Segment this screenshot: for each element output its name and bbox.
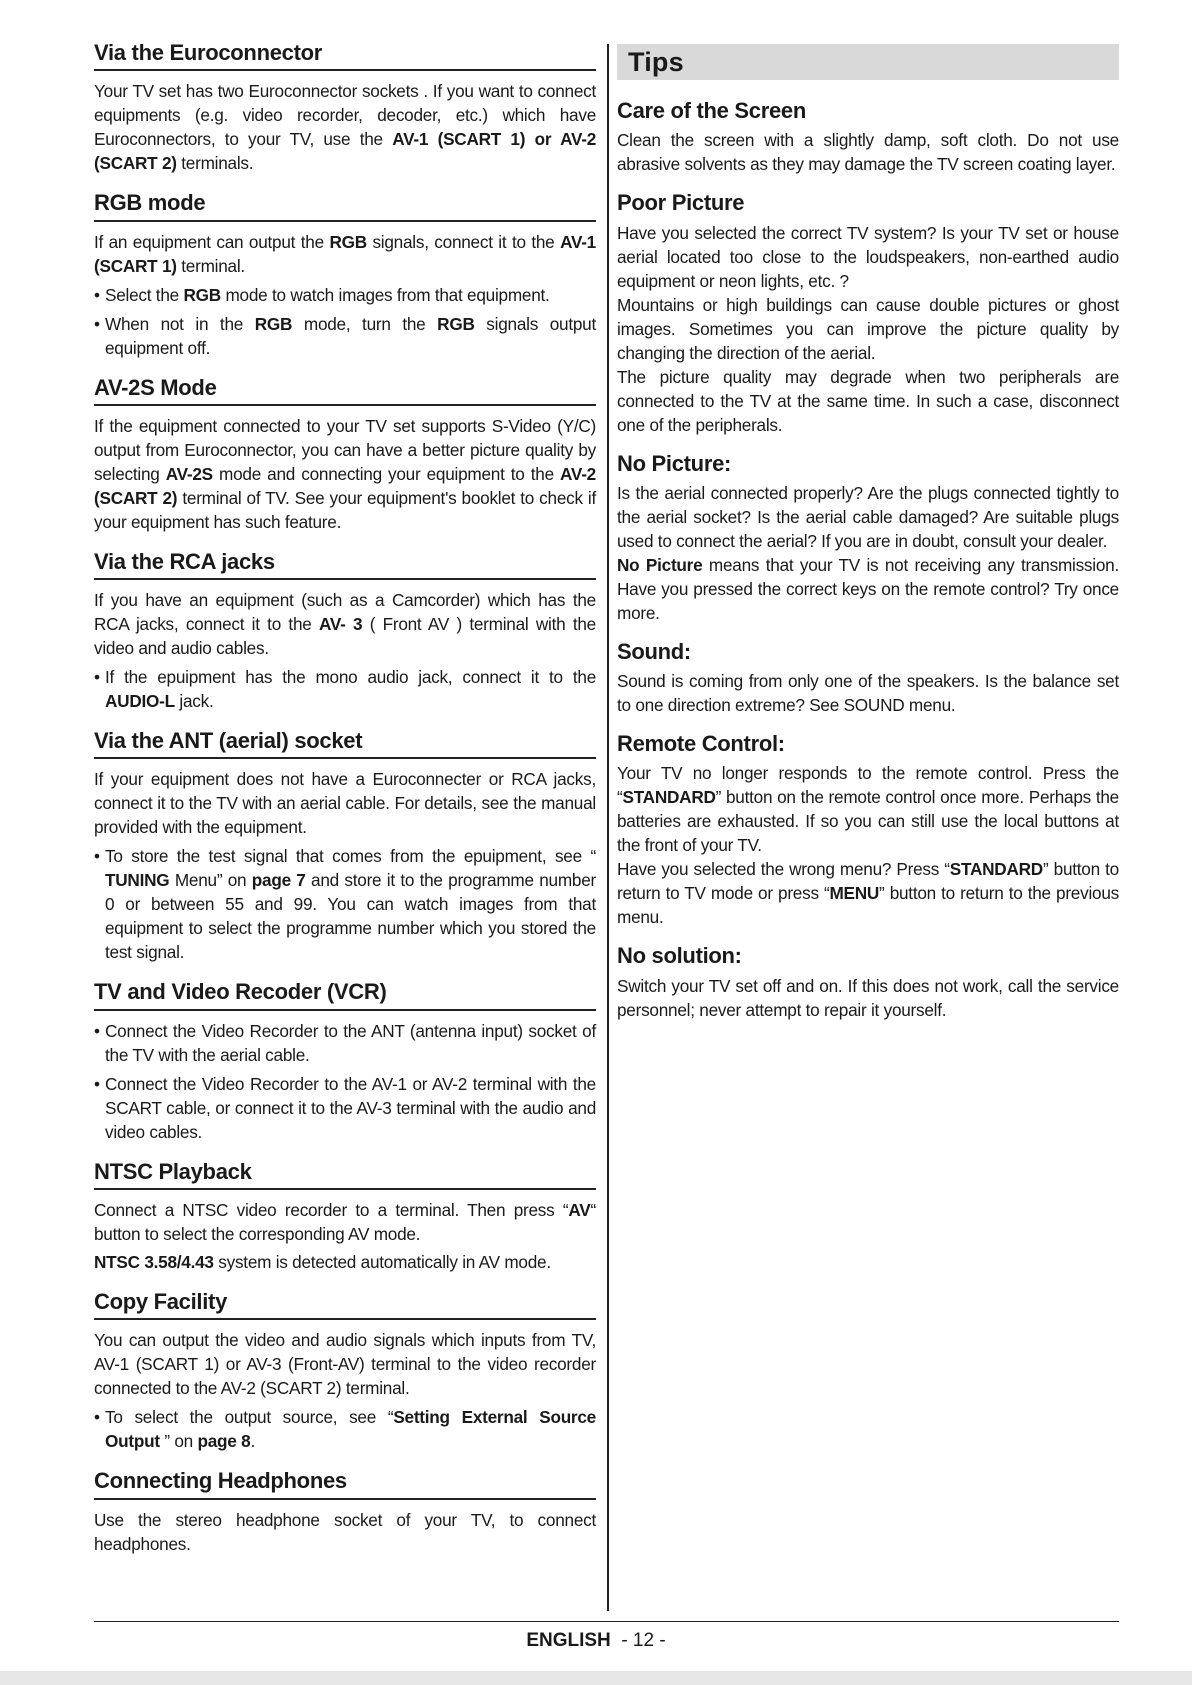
bullet-item: • Connect the Video Recorder to the AV-1 or AV-2 terminal with the SCART cable, or connect it to the AV-3 terminal with the audio and video cables. [94,1073,596,1142]
paragraph: Your TV no longer responds to the remote control. Press the “STANDARD” button on the remote control once more. Perhaps the batteries are exhausted. If so you can still use the local buttons at the front of your TV. [617,763,1119,856]
bullet-item: • Select the RGB mode to watch images from that equipment. [94,284,550,305]
section-remote-control [617,731,1119,929]
section-title: Copy Facility [94,1289,596,1320]
bullet-item: • When not in the RGB mode, turn the RGB signals output equipment off. [94,313,597,358]
section-sound [617,639,1119,717]
footer-rule [94,1621,1119,1622]
section-title: NTSC Playback [94,1159,596,1190]
section-title: Via the RCA jacks [94,549,596,580]
paragraph: Your TV set has two Euroconnector sockets . If you want to connect equipments (e.g. video recorder, decoder, etc.) which have Euroconnectors, to your TV, use the AV-1 (SCART 1) or AV-2 (SCART 2) terminals. [94,81,596,174]
paragraph: You can output the video and audio signals which inputs from TV, AV-1 (SCART 1) or AV-3 (Front-AV) terminal to the video recorder connected to the AV-2 (SCART 2) terminal. [94,1330,596,1399]
page-footer [0,1630,1192,1652]
paragraph: No Picture means that your TV is not receiving any transmission. Have you pressed the correct keys on the remote control? Try once more. [617,554,1119,623]
section-poor-picture [617,190,1119,436]
bullet-item: • Connect the Video Recorder to the ANT (antenna input) socket of the TV with the aerial cable. [94,1020,596,1065]
section-headphones [94,1468,596,1555]
section-rca-jacks [94,549,596,713]
right-column [617,40,1119,1036]
paragraph: The picture quality may degrade when two peripherals are connected to the TV at the same time. In such a case, disconnect one of the peripherals. [617,366,1119,435]
section-title: Poor Picture [617,190,745,216]
paragraph: Is the aerial connected properly? Are the plugs connected tightly to the aerial socket? Is the aerial cable damaged? Are suitable plugs used to connect the aerial? If you are in doubt, consult your dealer. [617,482,1119,551]
section-title: Care of the Screen [617,98,807,123]
paragraph: If your equipment does not have a Euroconnecter or RCA jacks, connect it to the TV with an aerial cable. For details, see the manual provided with the equipment. [94,769,596,838]
tips-title: Tips [628,47,684,77]
footer-language: ENGLISH [526,1630,611,1651]
tips-banner [617,44,1119,80]
bullet-item: • To select the output source, see “Setting External Source Output ” on page 8. [94,1407,596,1452]
section-title: No solution: [617,943,742,969]
paragraph: NTSC 3.58/4.43 system is detected automatically in AV mode. [94,1252,551,1273]
section-title: Remote Control: [617,731,785,757]
section-euroconnector [94,40,596,175]
paragraph: If the equipment connected to your TV set supports S-Video (Y/C) output from Euroconnector, you can have a better picture quality by selecting AV-2S mode and connecting your equipment to the AV-2 (SCART 2) terminal of TV. See your equipment's booklet to check if your equipment has such feature. [94,415,596,532]
section-title: Via the ANT (aerial) socket [94,728,596,759]
paragraph: Clean the screen with a slightly damp, soft cloth. Do not use abrasive solvents as they may damage the TV screen coating layer. [617,130,1119,175]
bottom-strip [0,1671,1192,1685]
section-title: Connecting Headphones [94,1468,596,1499]
paragraph: Connect a NTSC video recorder to a terminal. Then press “AV“ button to select the corresponding AV mode. [94,1200,596,1245]
section-av2s-mode [94,375,596,534]
section-title: AV-2S Mode [94,375,596,406]
section-copy-facility [94,1289,596,1453]
left-column [94,40,596,1571]
paragraph: Mountains or high buildings can cause double pictures or ghost images. Sometimes you can improve the picture quality by changing the direction of the aerial. [617,294,1119,363]
section-no-solution [617,943,1119,1021]
column-divider [607,44,609,1611]
section-title: Via the Euroconnector [94,40,596,71]
paragraph: Have you selected the correct TV system? Is your TV set or house aerial located too close to the loudspeakers, non-earthed audio equipment or neon lights, etc. ? [617,222,1119,291]
section-title: Sound: [617,638,691,664]
paragraph: If you have an equipment (such as a Camcorder) which has the RCA jacks, connect it to the AV- 3 ( Front AV ) terminal with the video and audio cables. [94,590,596,659]
section-title: TV and Video Recoder (VCR) [94,979,596,1010]
paragraph: Sound is coming from only one of the speakers. Is the balance set to one direction extreme? See SOUND menu. [617,671,1119,716]
section-title: RGB mode [94,190,596,221]
section-rgb-mode [94,190,596,359]
paragraph: Switch your TV set off and on. If this does not work, call the service personnel; never attempt to repair it yourself. [617,975,1119,1020]
section-no-picture [617,451,1119,625]
paragraph: Use the stereo headphone socket of your TV, to connect headphones. [94,1509,596,1554]
section-tv-vcr [94,979,596,1143]
paragraph: If an equipment can output the RGB signals, connect it to the AV-1 (SCART 1) terminal. [94,231,596,276]
section-ant-socket [94,728,596,964]
page-number: - 12 - [610,1630,666,1651]
section-title: No Picture: [617,450,732,476]
bullet-item: • If the epuipment has the mono audio jack, connect it to the AUDIO-L jack. [94,667,596,712]
section-ntsc-playback [94,1159,596,1274]
bullet-item: • To store the test signal that comes from the epuipment, see “ TUNING Menu” on page 7 and store it to the programme number 0 or between 55 and 99. You can watch images from that equipment to select the programme number which you stored the test signal. [94,846,596,963]
paragraph: Have you selected the wrong menu? Press “STANDARD” button to return to TV mode or press “MENU” button to return to the previous menu. [617,859,1119,928]
section-care-of-screen [617,98,1119,176]
